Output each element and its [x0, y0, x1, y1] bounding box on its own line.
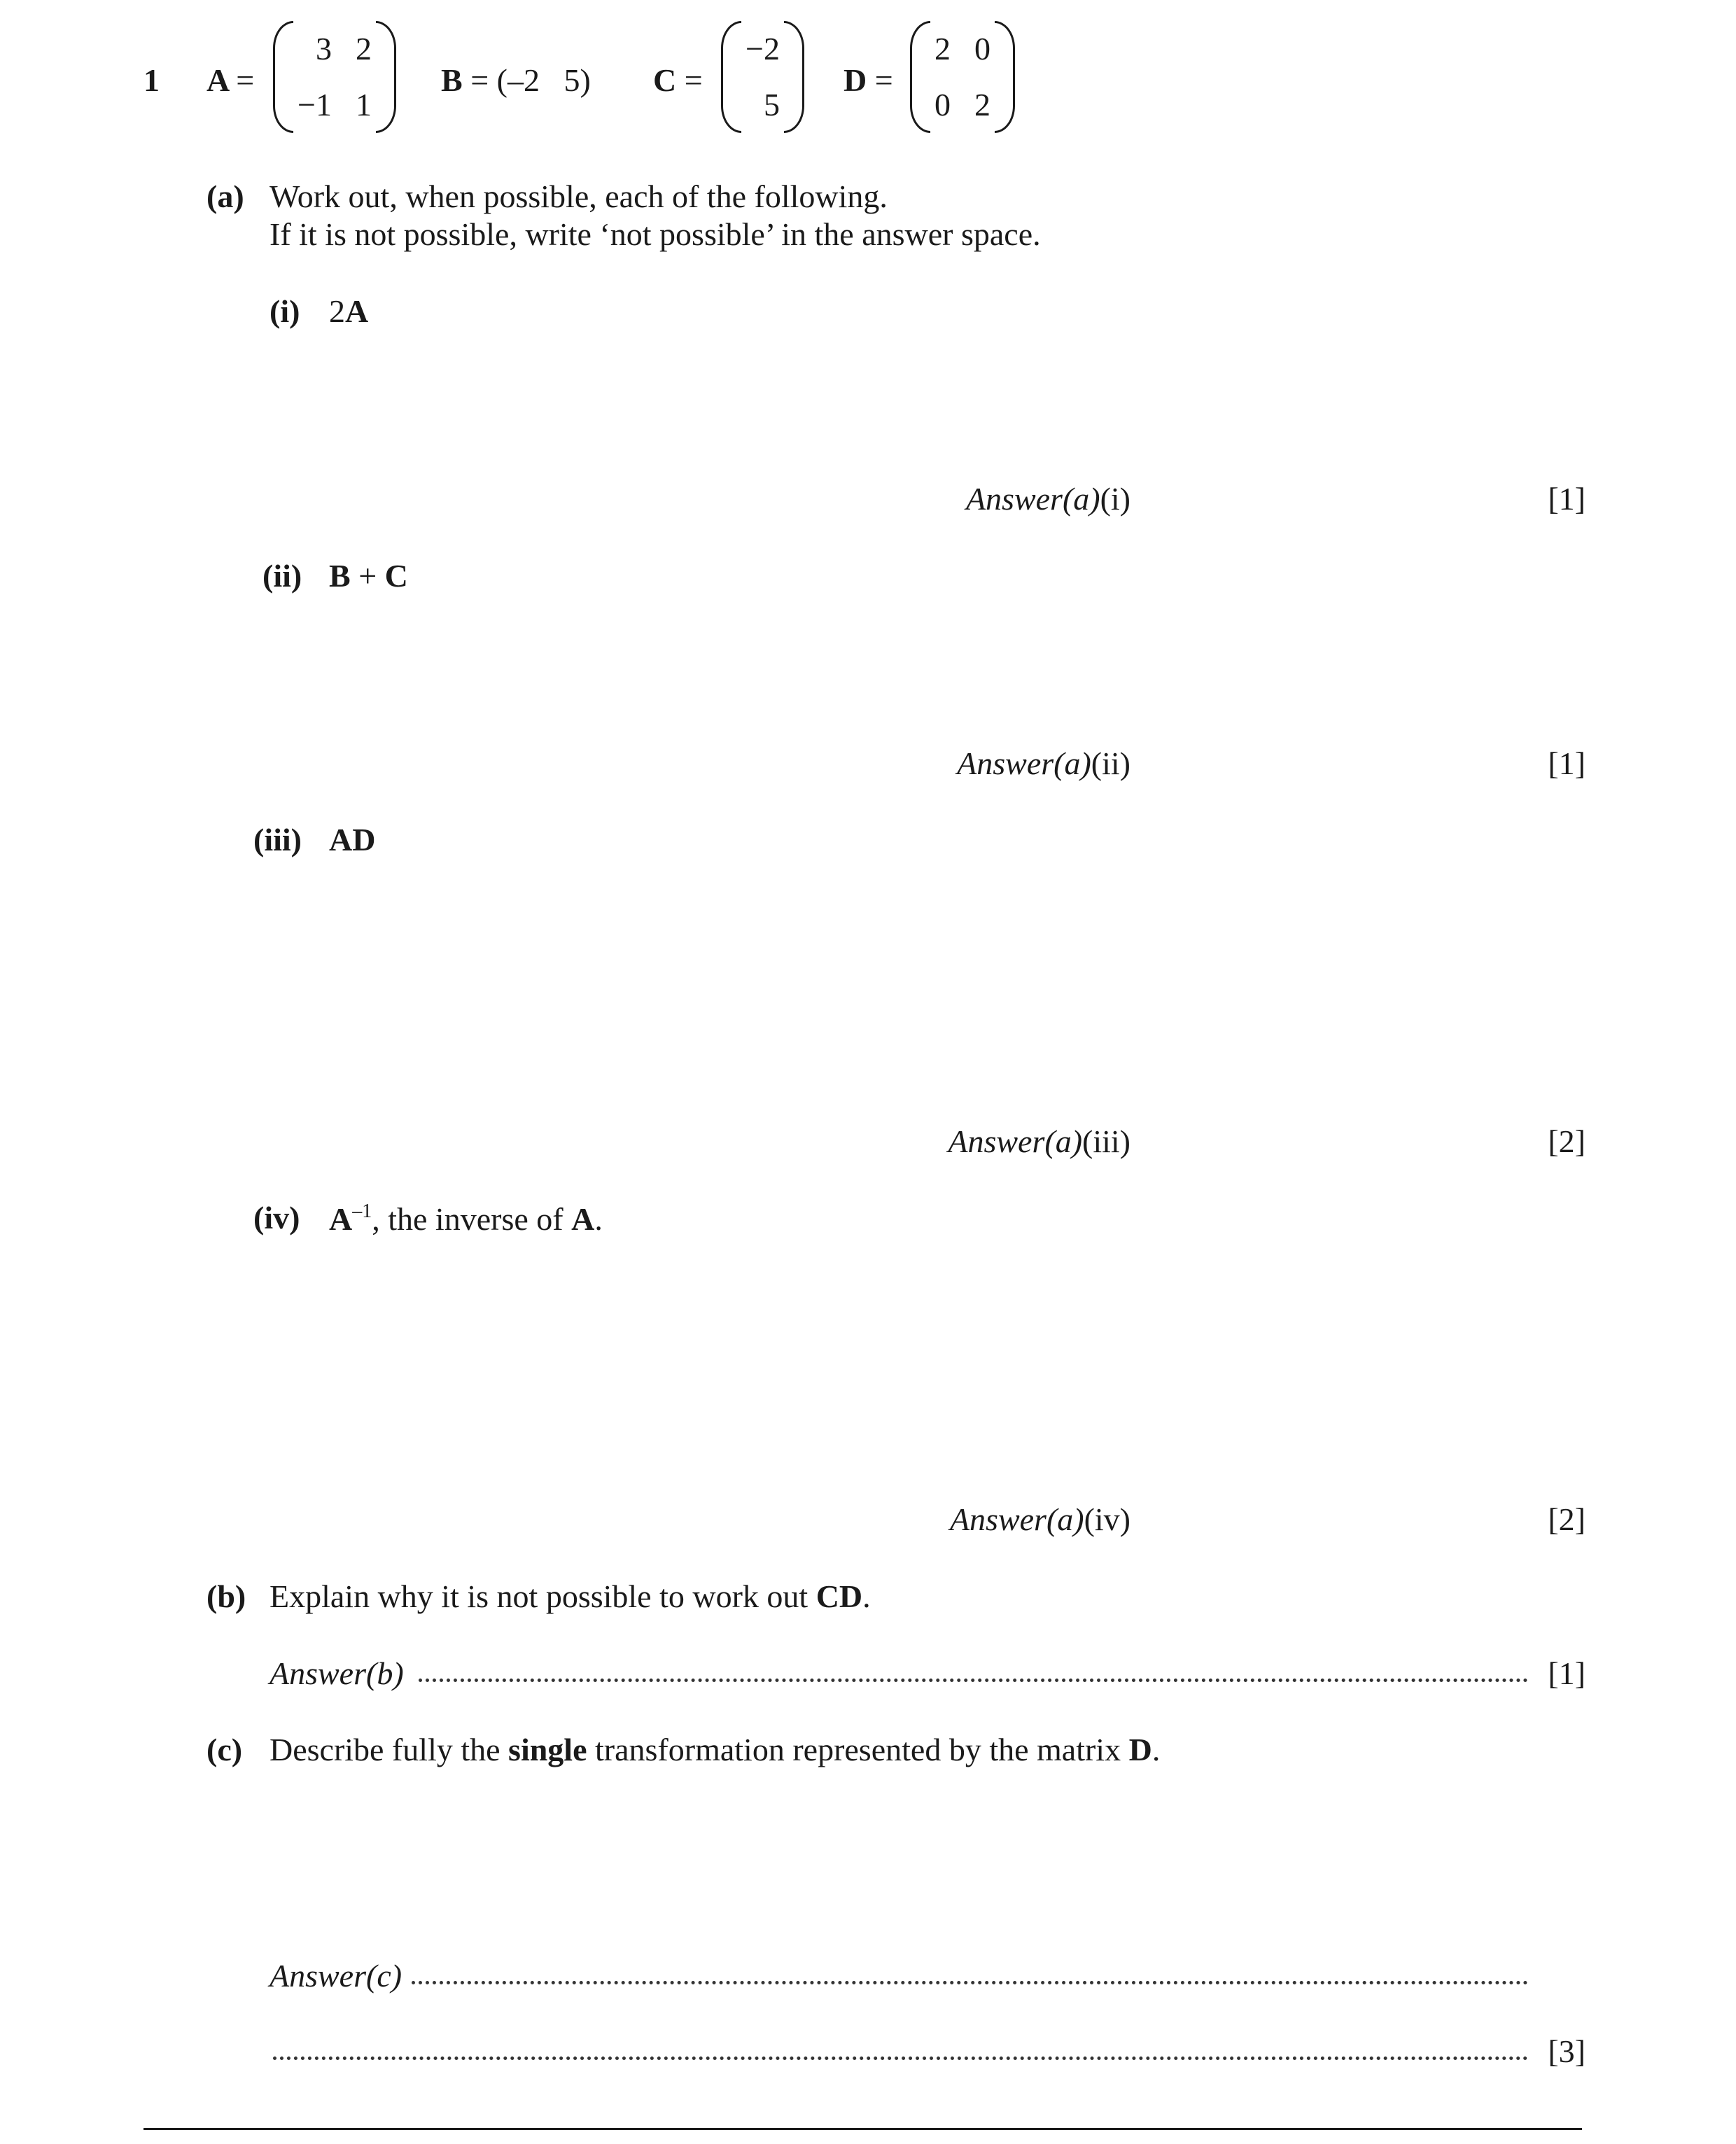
matrix-a-cell: 1 — [355, 87, 372, 122]
left-paren — [721, 21, 741, 133]
marks: [3] — [1548, 2033, 1586, 2069]
part-a-label: (a) — [206, 178, 244, 214]
question-number: 1 — [144, 62, 160, 98]
matrix-c-cell: −2 — [746, 31, 780, 66]
part-a-instruction-1: Work out, when possible, each of the following. — [270, 178, 888, 214]
matrix-d-label: D = — [844, 62, 893, 98]
answer-label: Answer(a)(ii) — [957, 745, 1130, 781]
answer-label: Answer(a)(i) — [965, 481, 1130, 517]
matrix-d — [910, 21, 1015, 133]
sub-item-number: (iii) — [253, 822, 302, 857]
matrix-a-cell: 3 — [315, 31, 332, 66]
sub-item-expression: $A^{-1}$, the inverse of A. — [329, 1200, 603, 1237]
matrix-a-cell: 2 — [355, 31, 372, 66]
answer-line[interactable] — [412, 1981, 1528, 1984]
right-paren — [995, 21, 1015, 133]
matrix-d-cell: 0 — [974, 31, 990, 66]
matrix-d-cell: 2 — [934, 31, 951, 66]
matrix-c — [721, 21, 804, 133]
sub-item-number: (ii) — [262, 558, 302, 594]
answer-label: Answer(b) — [270, 1655, 404, 1691]
sub-item-expression: B + C — [329, 558, 408, 594]
answer-line[interactable] — [273, 2057, 1528, 2060]
sub-item-expression: AD — [329, 822, 376, 857]
marks: [2] — [1548, 1501, 1586, 1537]
matrix-a-label: A = — [206, 62, 255, 98]
part-c-question: Describe fully the single transformation represented by the matrix D. — [270, 1732, 1161, 1767]
answer-line[interactable] — [419, 1679, 1528, 1682]
sub-item-number: (i) — [270, 293, 300, 329]
answer-label: Answer(a)(iv) — [949, 1501, 1130, 1537]
sub-item-number: (iv) — [253, 1200, 300, 1235]
part-b-question: Explain why it is not possible to work out CD. — [270, 1578, 871, 1614]
marks: [1] — [1548, 745, 1586, 781]
matrix-d-cell: 2 — [974, 87, 990, 122]
matrix-c-label: C = — [653, 62, 703, 98]
part-b-label: (b) — [206, 1578, 246, 1614]
page-bottom-rule — [144, 2128, 1582, 2130]
marks: [1] — [1548, 1655, 1586, 1691]
left-paren — [273, 21, 293, 133]
matrix-a-cell: −1 — [298, 87, 332, 122]
sub-item-expression: 2A — [329, 293, 369, 329]
marks: [2] — [1548, 1123, 1586, 1159]
right-paren — [784, 21, 804, 133]
matrix-c-cell: 5 — [763, 87, 780, 122]
part-a-instruction-2: If it is not possible, write ‘not possible’ in the answer space. — [270, 216, 1041, 252]
matrix-d-cell: 0 — [934, 87, 951, 122]
part-c-label: (c) — [206, 1732, 243, 1767]
right-paren — [376, 21, 396, 133]
matrix-a — [273, 21, 396, 133]
answer-label: Answer(c) — [270, 1958, 402, 1994]
marks: [1] — [1548, 481, 1586, 517]
matrix-b: B = (–2 5) — [441, 62, 591, 98]
answer-label: Answer(a)(iii) — [948, 1123, 1130, 1159]
left-paren — [910, 21, 930, 133]
